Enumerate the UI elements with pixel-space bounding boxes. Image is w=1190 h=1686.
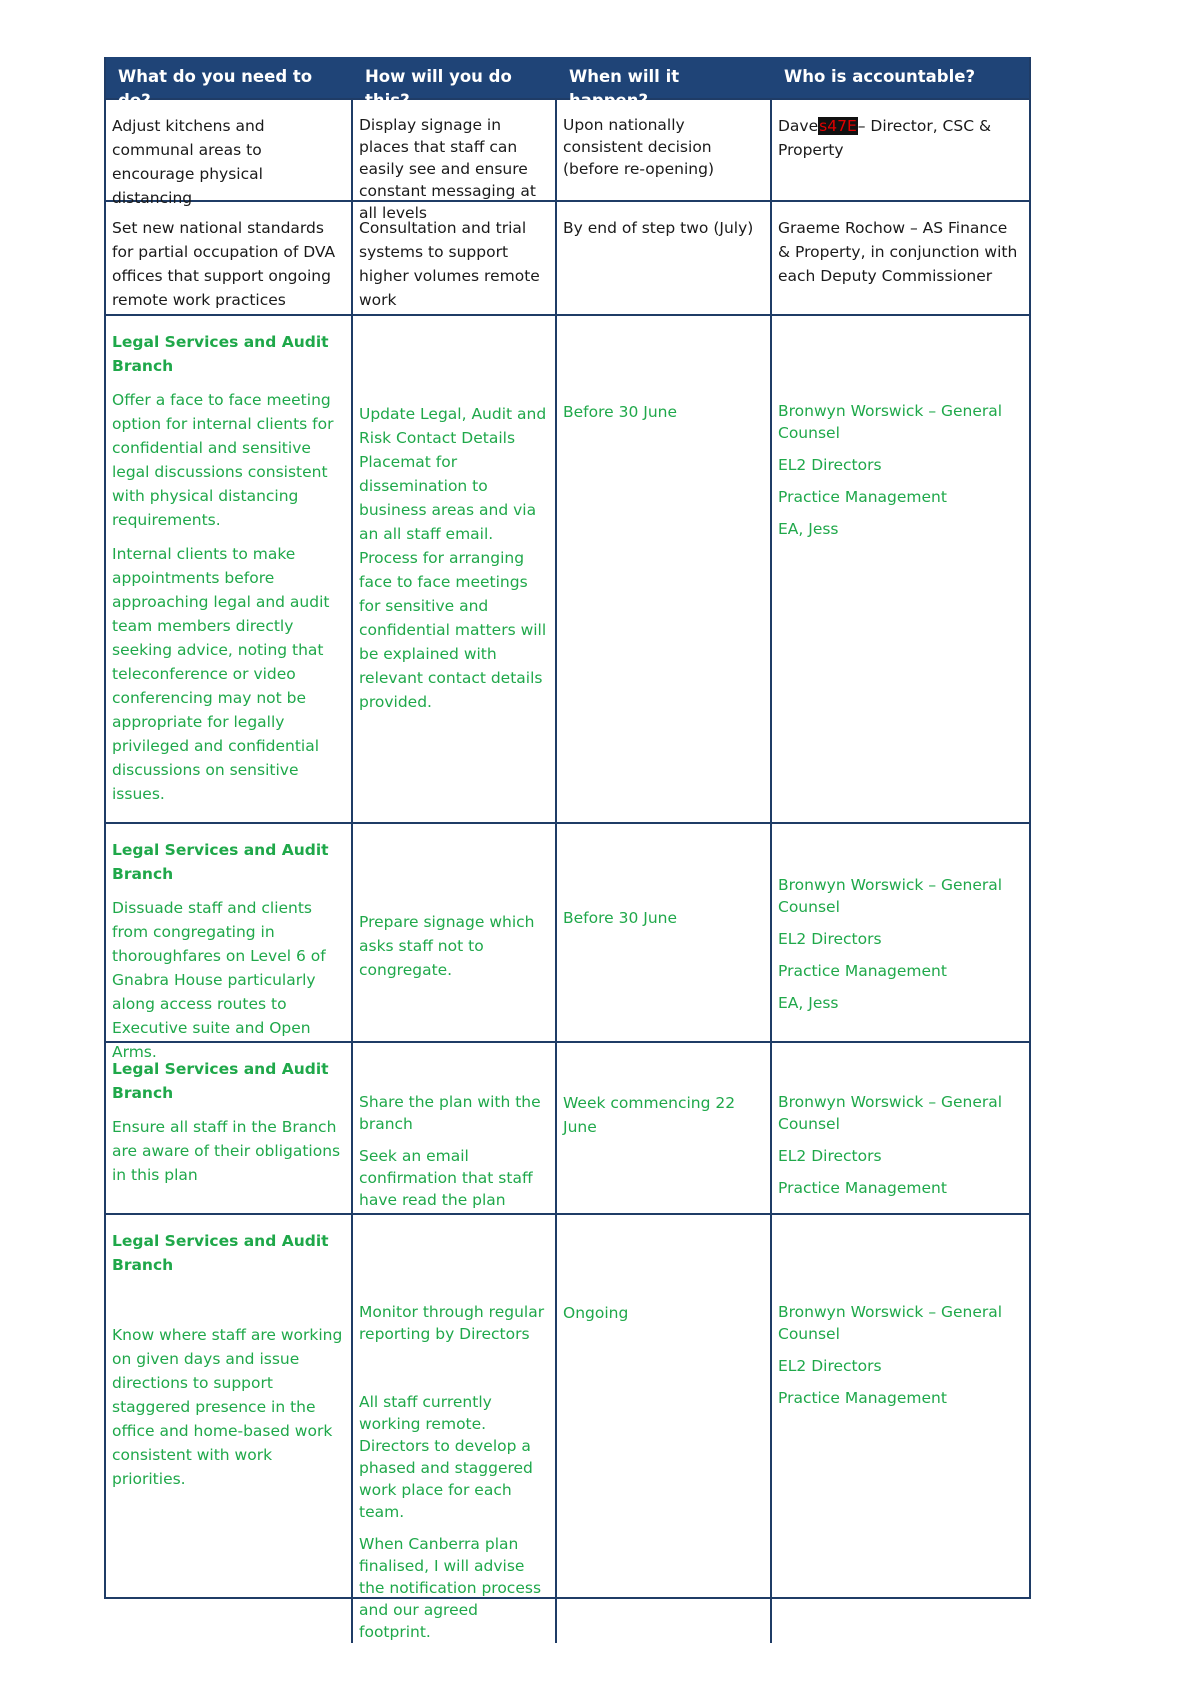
- cell-when: Upon nationally consistent decision (before re-opening): [557, 100, 772, 224]
- branch-label: Legal Services and Audit Branch: [112, 1060, 329, 1102]
- who-item: Bronwyn Worswick – General Counsel: [778, 1303, 1003, 1343]
- table-row: [106, 1213, 1029, 1641]
- who-item: EA, Jess: [778, 520, 839, 538]
- branch-label: Legal Services and Audit Branch: [112, 1232, 329, 1274]
- cell-how: [353, 316, 557, 822]
- who-item: EL2 Directors: [778, 930, 882, 948]
- who-item: EL2 Directors: [778, 456, 882, 474]
- who-name: Dave: [778, 117, 819, 135]
- cell-when: Before 30 June: [557, 316, 772, 822]
- cell-how: Display signage in places that staff can easily see and ensure constant messaging at all levels: [353, 100, 557, 224]
- how-para: All staff currently working remote. Directors to develop a phased and staggered work place for each team.: [359, 1393, 533, 1521]
- branch-label: Legal Services and Audit Branch: [112, 333, 329, 375]
- what-para: Offer a face to face meeting option for internal clients for confidential and sensitive legal discussions consistent with physical distancing requirements.: [112, 391, 334, 529]
- who-item: Practice Management: [778, 1389, 947, 1407]
- cell-how: [353, 1043, 557, 1213]
- who-role: – Director, CSC & Property: [778, 117, 992, 159]
- cell-what: [106, 316, 353, 822]
- cell-when: Ongoing: [557, 1215, 772, 1643]
- how-para: When Canberra plan finalised, I will advise the notification process and our agreed footprint.: [359, 1535, 542, 1641]
- what-para: Dissuade staff and clients from congregating in thoroughfares on Level 6 of Gnabra House particularly along access routes to Executive suite and Open Arms.: [112, 899, 326, 1061]
- cell-what: Set new national standards for partial occupation of DVA offices that support ongoing remote work practices: [106, 202, 353, 314]
- how-para: Seek an email confirmation that staff have read the plan: [359, 1147, 533, 1209]
- cell-when: Week commencing 22 June: [557, 1043, 772, 1213]
- how-para: Update Legal, Audit and Risk Contact Details Placemat for dissemination to business areas and via an all staff email. Process for arranging face to face meetings for sensitive and confidential matters will be explained with relevant contact details provided.: [359, 405, 547, 711]
- cell-what: [106, 1043, 353, 1213]
- what-para: Know where staff are working on given days and issue directions to support staggered presence in the office and home-based work consistent with work priorities.: [112, 1326, 343, 1488]
- table-row: [106, 314, 1029, 822]
- cell-who: Graeme Rochow – AS Finance & Property, in conjunction with each Deputy Commissioner: [778, 219, 1018, 285]
- who-item: EL2 Directors: [778, 1357, 882, 1375]
- how-para: Share the plan with the branch: [359, 1093, 541, 1133]
- header-when: When will it happen?: [569, 67, 680, 110]
- cell-what: Adjust kitchens and communal areas to encourage physical distancing: [106, 100, 353, 224]
- table-row: [106, 1041, 1029, 1213]
- cell-how: [353, 824, 557, 1064]
- who-item: Bronwyn Worswick – General Counsel: [778, 876, 1003, 916]
- cell-what: [106, 1215, 353, 1643]
- cell-who: [772, 824, 1029, 1064]
- what-para: Internal clients to make appointments before approaching legal and audit team members directly seeking advice, noting that teleconference or video conferencing may not be appropriate for legally privileged and confidential discussions on sensitive issues.: [112, 545, 330, 803]
- cell-how: Consultation and trial systems to support higher volumes remote work: [353, 202, 557, 314]
- redaction-mark: s47E: [819, 117, 857, 135]
- branch-label: Legal Services and Audit Branch: [112, 841, 329, 883]
- header-how: How will you do this?: [365, 67, 512, 110]
- cell-who: [772, 1215, 1029, 1643]
- table-row: [106, 200, 1029, 314]
- header-what: What do you need to do?: [118, 67, 313, 110]
- table-row: [106, 822, 1029, 1061]
- who-item: Practice Management: [778, 488, 947, 506]
- header-who: Who is accountable?: [784, 67, 976, 86]
- cell-who: [772, 1043, 1029, 1213]
- who-item: Practice Management: [778, 962, 947, 980]
- who-item: Practice Management: [778, 1179, 947, 1197]
- who-item: Bronwyn Worswick – General Counsel: [778, 1093, 1003, 1133]
- table-header: [106, 57, 1029, 110]
- action-plan-table: [104, 57, 1031, 1641]
- cell-when: Before 30 June: [557, 824, 772, 1064]
- table-row: [106, 98, 1029, 222]
- cell-who: [772, 316, 1029, 822]
- who-item: EA, Jess: [778, 994, 839, 1012]
- cell-what: [106, 824, 353, 1064]
- cell-when: By end of step two (July): [557, 202, 772, 314]
- who-item: Bronwyn Worswick – General Counsel: [778, 402, 1003, 442]
- who-item: EL2 Directors: [778, 1147, 882, 1165]
- cell-how: [353, 1215, 557, 1643]
- how-para: Monitor through regular reporting by Directors: [359, 1303, 545, 1343]
- how-para: Prepare signage which asks staff not to congregate.: [359, 913, 535, 979]
- what-para: Ensure all staff in the Branch are aware of their obligations in this plan: [112, 1118, 341, 1184]
